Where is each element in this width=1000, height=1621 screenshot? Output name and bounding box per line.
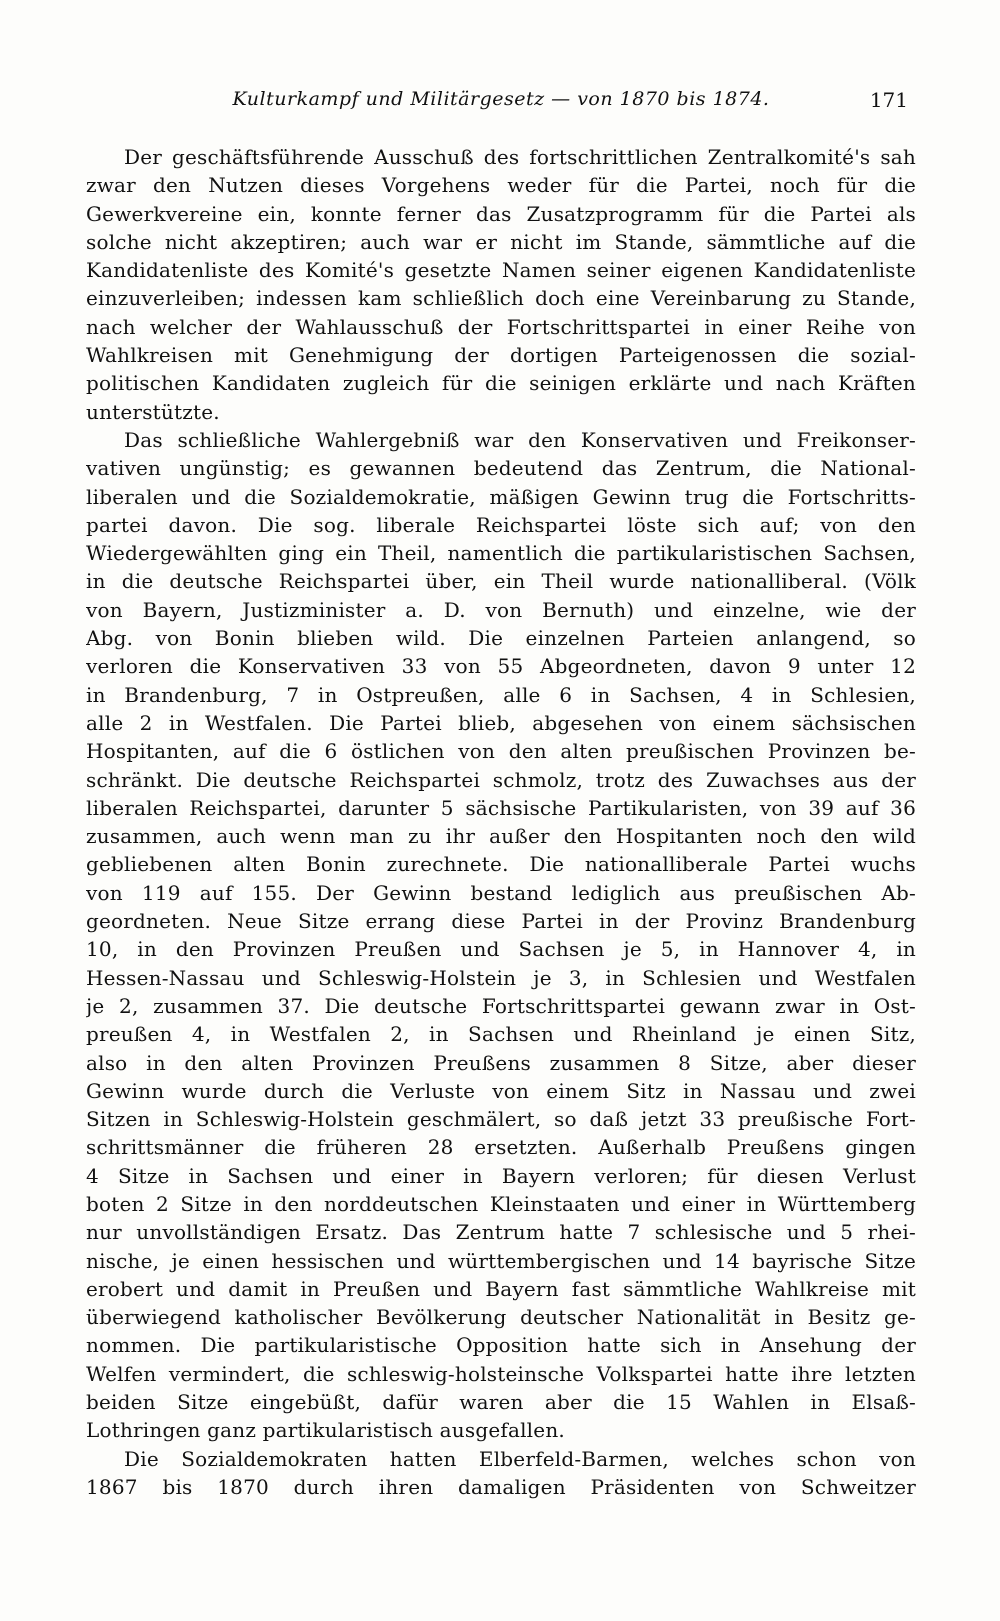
text-line: Lothringen ganz partikularistisch ausgefallen. (86, 1418, 565, 1443)
text-line: 10, in den Provinzen Preußen und Sachsen je 5, in Hannover 4, in (86, 937, 916, 962)
text-line: schrittsmänner die früheren 28 ersetzten. Außerhalb Preußens gingen (86, 1135, 916, 1160)
text-line: zwar den Nutzen dieses Vorgehens weder für die Partei, noch für die (86, 173, 916, 198)
text-line: Wahlkreisen mit Genehmigung der dortigen Parteigenossen die sozial- (86, 343, 916, 368)
text-line: solche nicht akzeptiren; auch war er nicht im Stande, sämmtliche auf die (86, 229, 916, 254)
text-line: vativen ungünstig; es gewannen bedeutend das Zentrum, die National- (86, 456, 916, 481)
text-line: zusammen, auch wenn man zu ihr außer den Hospitanten noch den wild (86, 824, 916, 849)
text-line: nach welcher der Wahlausschuß der Fortschrittspartei in einer Reihe von (86, 314, 916, 339)
text-line: in die deutsche Reichspartei über, ein Theil wurde nationalliberal. (Völk (86, 569, 916, 594)
text-line: Der geschäftsführende Ausschuß des fortschrittlichen Zentralkomité's sah (124, 145, 916, 169)
text-line: verloren die Konservativen 33 von 55 Abgeordneten, davon 9 unter 12 (86, 654, 916, 679)
text-line: alle 2 in Westfalen. Die Partei blieb, abgesehen von einem sächsischen (86, 710, 916, 735)
text-line: Wiedergewählten ging ein Theil, namentlich die partikularistischen Sachsen, (86, 541, 916, 566)
text-line: 4 Sitze in Sachsen und einer in Bayern verloren; für diesen Verlust (86, 1163, 916, 1188)
text-line: gebliebenen alten Bonin zurechnete. Die nationalliberale Partei wuchs (86, 852, 916, 877)
text-line: Sitzen in Schleswig-Holstein geschmälert, so daß jetzt 33 preußische Fort- (86, 1107, 916, 1132)
text-line: geordneten. Neue Sitze errang diese Partei in der Provinz Brandenburg (86, 909, 916, 934)
text-line: also in den alten Provinzen Preußens zusammen 8 Sitze, aber dieser (86, 1050, 916, 1075)
text-line: Kandidatenliste des Komité's gesetzte Namen seiner eigenen Kandidatenliste (86, 258, 916, 283)
text-line: liberalen Reichspartei, darunter 5 sächsische Partikularisten, von 39 auf 36 (86, 795, 916, 820)
running-title: Kulturkampf und Militärgesetz — von 1870 bis 1874. (232, 88, 770, 110)
text-line: Gewerkvereine ein, konnte ferner das Zusatzprogramm für die Partei als (86, 201, 916, 226)
text-line: Die Sozialdemokraten hatten Elberfeld-Barmen, welches schon von (124, 1446, 916, 1471)
running-head (86, 88, 916, 118)
text-line: beiden Sitze eingebüßt, dafür waren aber die 15 Wahlen in Elsaß- (86, 1390, 916, 1415)
text-line: erobert und damit in Preußen und Bayern fast sämmtliche Wahlkreise mit (86, 1276, 916, 1301)
text-line: politischen Kandidaten zugleich für die seinigen erklärte und nach Kräften (86, 371, 916, 396)
text-line: preußen 4, in Westfalen 2, in Sachsen und Rheinland je einen Sitz, (86, 1022, 916, 1047)
text-line: einzuverleiben; indessen kam schließlich doch eine Vereinbarung zu Stande, (86, 286, 916, 311)
text-line: nur unvollständigen Ersatz. Das Zentrum hatte 7 schlesische und 5 rhei- (86, 1220, 916, 1245)
text-line: nommen. Die partikularistische Opposition hatte sich in Ansehung der (86, 1333, 916, 1358)
text-line: Das schließliche Wahlergebniß war den Konservativen und Freikonser- (124, 427, 916, 452)
text-line: Hospitanten, auf die 6 östlichen von den alten preußischen Provinzen be- (86, 739, 916, 764)
body-text (86, 143, 916, 1501)
text-line: nische, je einen hessischen und württembergischen und 14 bayrische Sitze (86, 1248, 916, 1273)
text-line: 1867 bis 1870 durch ihren damaligen Präsidenten von Schweitzer (86, 1474, 916, 1499)
text-line: partei davon. Die sog. liberale Reichspartei löste sich auf; von den (86, 512, 916, 537)
text-line: Abg. von Bonin blieben wild. Die einzelnen Parteien anlangend, so (86, 626, 916, 651)
text-line: Welfen vermindert, die schleswig-holsteinsche Volkspartei hatte ihre letzten (86, 1361, 916, 1386)
text-line: liberalen und die Sozialdemokratie, mäßigen Gewinn trug die Fortschritts- (86, 484, 916, 509)
page-number: 171 (869, 88, 908, 112)
text-line: Gewinn wurde durch die Verluste von einem Sitz in Nassau und zwei (86, 1078, 916, 1103)
text-line: überwiegend katholischer Bevölkerung deutscher Nationalität in Besitz ge- (86, 1305, 916, 1330)
text-line: boten 2 Sitze in den norddeutschen Kleinstaaten und einer in Württemberg (86, 1191, 916, 1216)
text-line: unterstützte. (86, 399, 220, 424)
text-line: schränkt. Die deutsche Reichspartei schmolz, trotz des Zuwachses aus der (86, 767, 916, 792)
text-line: je 2, zusammen 37. Die deutsche Fortschrittspartei gewann zwar in Ost- (86, 993, 916, 1018)
text-line: von Bayern, Justizminister a. D. von Bernuth) und einzelne, wie der (86, 597, 916, 622)
text-line: von 119 auf 155. Der Gewinn bestand lediglich aus preußischen Ab- (86, 880, 916, 905)
text-line: in Brandenburg, 7 in Ostpreußen, alle 6 in Sachsen, 4 in Schlesien, (86, 682, 916, 707)
text-line: Hessen-Nassau und Schleswig-Holstein je 3, in Schlesien und Westfalen (86, 965, 916, 990)
